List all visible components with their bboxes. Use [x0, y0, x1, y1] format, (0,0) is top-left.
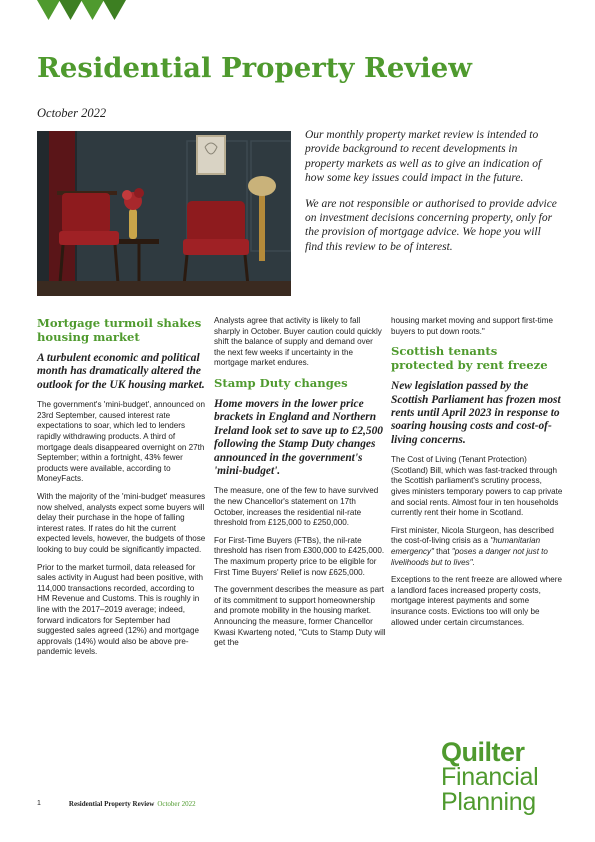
section-heading-scottish-tenants: Scottish tenants protected by rent freeze	[391, 344, 548, 373]
footer-title-text: Residential Property Review	[68, 800, 155, 808]
body-paragraph: Prior to the market turmoil, data released for sales activity in August had been positive, with 114,000 transactions recorded, according to HM Revenue and Customs. This is roughly in line with the 2017–2019 average; indeed, forward indicators for September had suggested sales agreed (12%) and mortgage approvals (14%) would also be above pre-pandemic levels.	[37, 562, 204, 657]
section-lead: New legislation passed by the Scottish Parliament has frozen most rents until April 2023 in response to soaring housing costs and cost-of-living concerns.	[391, 380, 561, 446]
issue-date: October 2022	[37, 106, 107, 120]
quilter-logo	[441, 737, 539, 816]
interior-photo	[37, 131, 291, 296]
footer-doc-title	[69, 800, 196, 808]
chevron-shape	[59, 0, 82, 20]
body-paragraph: The Cost of Living (Tenant Protection) (Scotland) Bill, which was fast-tracked through the Scottish parliament's scrutiny process, gives ministers temporary powers to cap private and social rents. Almost four in ten households currently rent their home in Scotland.	[391, 455, 563, 518]
footer-date: October 2022	[157, 800, 196, 808]
logo-line: Planning	[441, 788, 536, 816]
body-paragraph: With the majority of the 'mini-budget' measures now shelved, analysts expect some buyers will delay their purchase in the hope of falling interest rates. If rates do hit the current expected levels, however, the budgets of those looking to buy could be significantly impacted.	[37, 491, 206, 554]
quote: "poses a danger not just to livelihoods but to lives".	[391, 546, 548, 567]
body-paragraph: housing market moving and support first-time buyers to put down roots."	[391, 316, 553, 336]
interior-illustration	[37, 131, 291, 296]
page-number: 1	[37, 800, 41, 807]
section-heading-mortgage-turmoil: Mortgage turmoil shakes housing market	[37, 316, 202, 344]
logo-line: Quilter	[441, 737, 525, 767]
body-paragraph: For First-Time Buyers (FTBs), the nil-rate threshold has risen from £300,000 to £425,000. The maximum property price to be eligible for First Time Buyers' Relief is now £625,000.	[214, 535, 385, 577]
quote-connector: that	[433, 546, 452, 556]
chevron-shape	[37, 0, 60, 20]
body-paragraph: Exceptions to the rent freeze are allowed where a landlord faces increased property costs, mortgage interest payments and some insurance costs. Evictions too will only be allowed under certain circumstances.	[391, 575, 562, 627]
quote: "humanitarian emergency"	[391, 536, 541, 556]
intro-block	[305, 128, 558, 265]
body-paragraph: The government's 'mini-budget', announced on 23rd September, caused interest rate expectations to soar, which led to lenders rapidly withdrawing products. A third of mortgage deals disappeared overnight on 27th September; within a fortnight, 43% fewer products were available, according to MoneyFacts.	[37, 400, 205, 484]
body-paragraph: The government describes the measure as part of its commitment to support homeownership and promote mobility in the housing market. Announcing the measure, former Chancellor Kwasi Kwarteng noted, "Cuts to Stamp Duty will get the	[214, 585, 386, 648]
chevron-shape	[81, 0, 104, 20]
chevron-shape	[103, 0, 126, 20]
section-heading-stamp-duty: Stamp Duty changes	[214, 375, 348, 390]
section-lead: Home movers in the lower price brackets in England and Northern Ireland look set to save up to £2,500 following the Stamp Duty changes announced in the government's 'mini-budget'.	[214, 397, 383, 477]
quote-intro: First minister, Nicola Sturgeon, has described the cost-of-living crisis as a	[391, 525, 554, 546]
page-footer	[37, 800, 196, 808]
brand-chevron-band	[37, 0, 129, 20]
section-lead: A turbulent economic and political month has dramatically altered the outlook for the UK housing market.	[37, 352, 205, 391]
column-3	[391, 316, 563, 635]
body-paragraph: The measure, one of the few to have survived the new Chancellor's statement on 17th October, increases the residential nil-rate threshold from £125,000 to £250,000.	[214, 486, 379, 528]
logo-line: Financial	[441, 763, 539, 791]
body-paragraph	[391, 526, 563, 568]
intro-paragraph: Our monthly property market review is intended to provide background to recent developments in property markets as well as to give an indication of how some key issues could impact in the future.	[305, 129, 542, 185]
column-1	[37, 316, 209, 665]
intro-paragraph: We are not responsible or authorised to provide advice on investment decisions concerning property, only for the provision of mortgage advice. We hope you will find this review to be of interest.	[305, 197, 557, 253]
page-title: Residential Property Review	[37, 52, 472, 84]
body-paragraph: Analysts agree that activity is likely to fall sharply in October. Buyer caution could quickly shift the balance of supply and demand over the next few weeks if uncertainty in the mortgage market endures.	[214, 316, 382, 368]
column-2	[214, 316, 386, 656]
